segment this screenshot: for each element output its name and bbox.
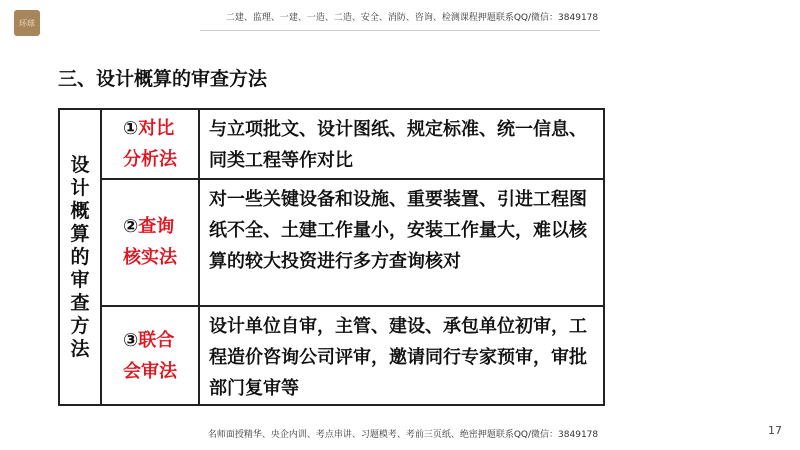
logo-text: 环球 (19, 18, 35, 28)
method-number: ③ (123, 329, 139, 351)
review-methods-table (58, 108, 605, 406)
table-row (102, 180, 603, 307)
method-name-line2: 核实法 (123, 247, 177, 269)
method-name-line1: 查询 (138, 216, 175, 238)
method-name-line1: 对比 (138, 117, 175, 139)
method-cell (102, 307, 200, 404)
method-number: ② (123, 216, 139, 238)
method-cell (102, 110, 200, 178)
method-name-line1: 联合 (138, 329, 175, 351)
header-banner: 二建、监理、一建、一造、二造、安全、消防、咨询、检测课程押题联系QQ/微信：3849178 (225, 13, 599, 23)
method-description: 对一些关键设备和设施、重要装置、引进工程图纸不全、土建工作量小，安装工作量大，难以核算的较大投资进行多方查询核对 (209, 188, 587, 272)
method-name-line2: 分析法 (123, 148, 177, 170)
header-divider (200, 30, 600, 31)
method-name-line2: 会审法 (123, 360, 177, 382)
method-name (123, 325, 177, 387)
section-title: 三、设计概算的审查方法 (58, 68, 268, 90)
method-description: 设计单位自审，主管、建设、承包单位初审，工程造价咨询公司评审，邀请同行专家预审，审批部门复审等 (209, 316, 587, 399)
method-number: ① (123, 117, 139, 139)
table-row (102, 307, 603, 404)
table-row (102, 110, 603, 180)
footer-banner: 名师面授精华、央企内训、考点串讲、习题模考、考前三页纸、绝密押题联系QQ/微信：3849178 (207, 430, 599, 440)
method-description: 与立项批文、设计图纸、规定标准、统一信息、同类工程等作对比 (209, 119, 587, 171)
method-name (123, 211, 177, 273)
page-number: 17 (768, 424, 782, 437)
side-label: 设计概算的审查方法 (70, 153, 90, 360)
methods-rows (102, 110, 603, 404)
method-cell (102, 180, 200, 305)
side-label-cell (60, 110, 102, 404)
method-name (123, 113, 177, 175)
